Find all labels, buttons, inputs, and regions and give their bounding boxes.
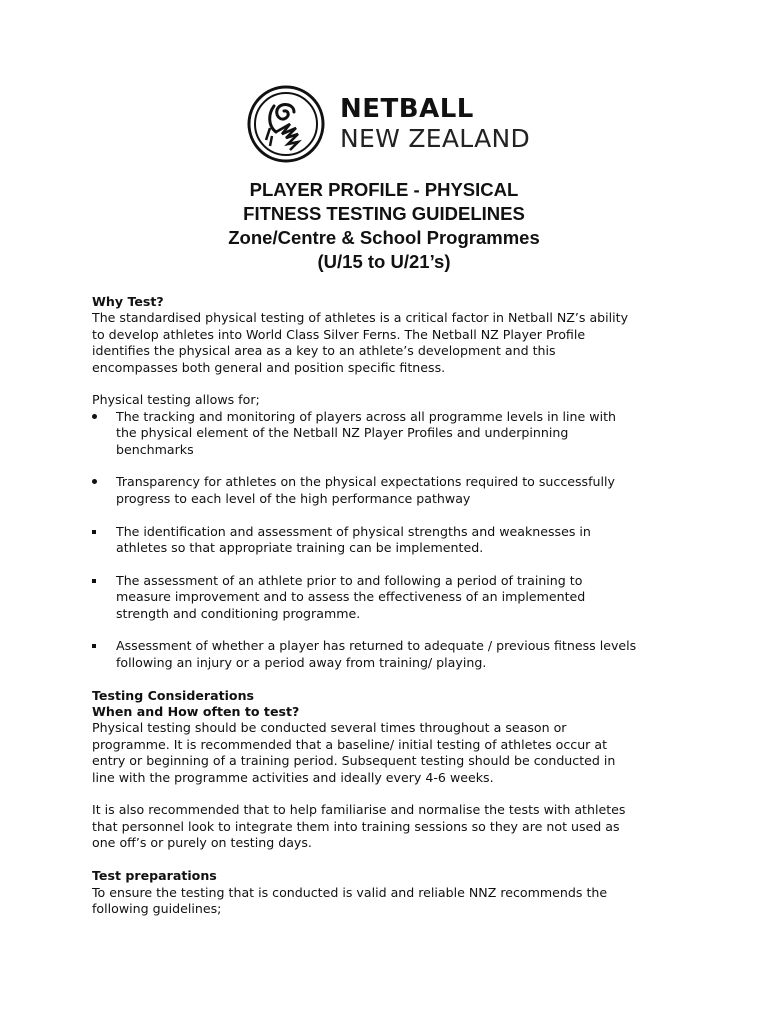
netball-nz-logo (246, 84, 531, 164)
list-item (92, 573, 692, 622)
why-test-line: to develop athletes into World Class Silver Ferns. The Netball NZ Player Profile (92, 326, 586, 342)
list-item-line: athletes so that appropriate training can be implemented. (116, 540, 484, 556)
bullet-square-icon (92, 573, 108, 589)
list-item-line: strength and conditioning programme. (116, 605, 361, 621)
testing-considerations-heading: Testing Considerations (92, 687, 255, 703)
list-item-line: The tracking and monitoring of players across all programme levels in line with (116, 408, 617, 424)
bullet-square-icon (92, 524, 108, 540)
considerations-line: programme. It is recommended that a baseline/ initial testing of athletes occur at (92, 736, 608, 752)
document-title (0, 178, 768, 274)
title-line-2: FITNESS TESTING GUIDELINES (243, 203, 525, 224)
list-item-line: The assessment of an athlete prior to and following a period of training to (116, 572, 583, 588)
list-item-line: The identification and assessment of physical strengths and weaknesses in (116, 523, 591, 539)
considerations-line: that personnel look to integrate them into training sessions so they are not used as (92, 818, 620, 834)
list-item-line: measure improvement and to assess the effectiveness of an implemented (116, 589, 586, 605)
list-item-line: the physical element of the Netball NZ Player Profiles and underpinning (116, 425, 569, 441)
why-test-line: identifies the physical area as a key to an athlete’s development and this (92, 343, 556, 359)
logo-text-netball: NETBALL (340, 94, 474, 124)
title-line-4: (U/15 to U/21’s) (317, 251, 451, 272)
when-how-often-heading: When and How often to test? (92, 704, 300, 720)
list-item (92, 524, 692, 557)
why-test-line: The standardised physical testing of athletes is a critical factor in Netball NZ’s ability (92, 310, 629, 326)
title-line-3: Zone/Centre & School Programmes (228, 227, 540, 248)
title-line-1: PLAYER PROFILE - PHYSICAL (249, 179, 519, 200)
bullet-square-icon (92, 638, 108, 654)
list-item-line: Transparency for athletes on the physical expectations required to successfully (116, 474, 615, 490)
list-item-line: progress to each level of the high performance pathway (116, 490, 471, 506)
list-item (92, 409, 692, 458)
considerations-line: entry or beginning of a training period. Subsequent testing should be conducted in (92, 753, 616, 769)
list-item-line: benchmarks (116, 441, 194, 457)
test-preparations-heading: Test preparations (92, 868, 217, 884)
considerations-line: line with the programme activities and ideally every 4-6 weeks. (92, 769, 494, 785)
why-test-line: encompasses both general and position specific fitness. (92, 359, 446, 375)
list-item (92, 638, 692, 671)
bullet-dot-icon (92, 409, 108, 425)
preparations-line: following guidelines; (92, 900, 222, 916)
list-item-line: following an injury or a period away from training/ playing. (116, 654, 487, 670)
considerations-line: Physical testing should be conducted several times throughout a season or (92, 720, 567, 736)
list-item-line: Assessment of whether a player has returned to adequate / previous fitness levels (116, 638, 637, 654)
list-item (92, 474, 692, 507)
bullet-dot-icon (92, 474, 108, 490)
why-test-heading: Why Test? (92, 294, 164, 309)
document-body (92, 294, 692, 917)
logo-text-new-zealand: NEW ZEALAND (340, 124, 531, 153)
preparations-line: To ensure the testing that is conducted is valid and reliable NNZ recommends the (92, 884, 608, 900)
considerations-line: one off’s or purely on testing days. (92, 835, 312, 851)
allows-intro: Physical testing allows for; (92, 392, 260, 408)
considerations-line: It is also recommended that to help familiarise and normalise the tests with athletes (92, 802, 626, 818)
netball-nz-fern-emblem-icon (246, 84, 326, 164)
